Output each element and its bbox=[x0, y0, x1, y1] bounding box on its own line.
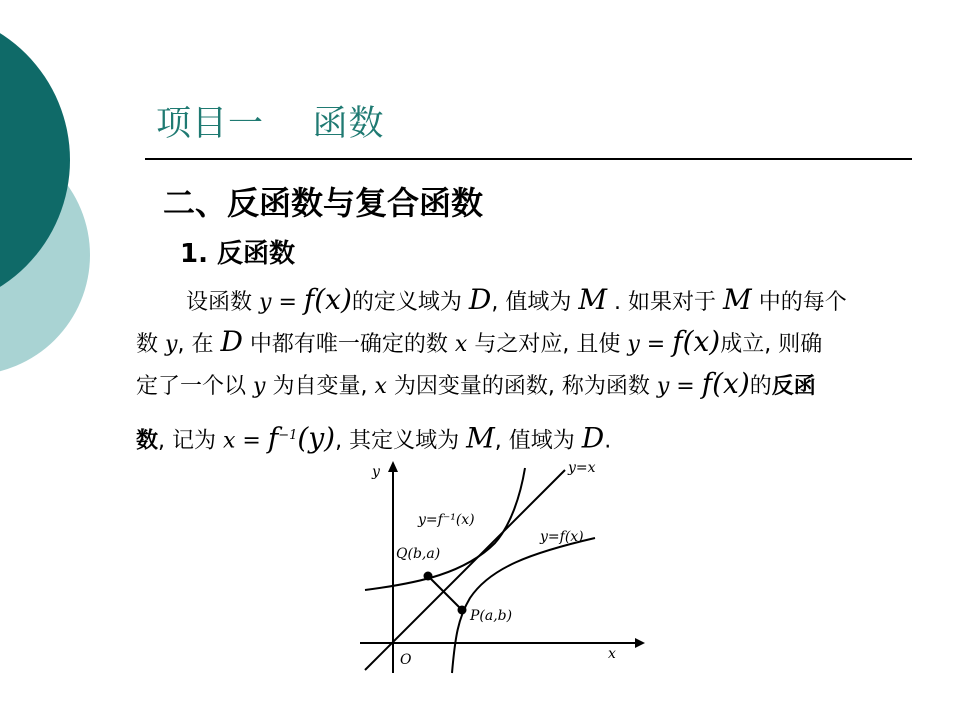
segment-PQ bbox=[428, 576, 462, 610]
label-y-equals-x: y=x bbox=[568, 460, 596, 476]
curve-inverse-function bbox=[365, 468, 525, 590]
label-point-P: P(a,b) bbox=[470, 608, 513, 624]
point-P bbox=[458, 606, 467, 615]
x-axis-arrow bbox=[635, 638, 645, 648]
origin-label: O bbox=[400, 652, 412, 668]
label-inverse-function: y=f⁻¹(x) bbox=[418, 512, 475, 528]
y-axis-arrow bbox=[388, 461, 398, 472]
page-title: 项目一 函数 bbox=[156, 104, 385, 144]
section-heading: 二、反函数与复合函数 bbox=[163, 184, 484, 222]
curve-function bbox=[452, 538, 595, 673]
y-axis-label: y bbox=[372, 464, 380, 480]
subsection-heading: 1. 反函数 bbox=[180, 239, 296, 269]
label-function: y=f(x) bbox=[540, 529, 584, 545]
title-divider bbox=[145, 158, 912, 160]
inverse-function-graph bbox=[350, 458, 650, 678]
x-axis-label: x bbox=[608, 646, 616, 662]
definition-line-4: 数, 记为 $x = f^{-1}(y)$, 其定义域为 M, 值域为 D. bbox=[136, 421, 612, 455]
point-Q bbox=[424, 572, 433, 581]
label-point-Q: Q(b,a) bbox=[396, 546, 441, 562]
line-y-equals-x bbox=[365, 470, 565, 670]
definition-line-2: 数 y, 在 D 中都有唯一确定的数 x 与之对应, 且使 y = f(x)成立, 则确 bbox=[136, 325, 823, 358]
decorative-circles bbox=[0, 0, 140, 719]
definition-line-3: 定了一个以 y 为自变量, x 为因变量的函数, 称为函数 y = f(x)的反函 bbox=[136, 367, 816, 400]
definition-line-1: 设函数 y = f(x)的定义域为 D, 值域为 M . 如果对于 M 中的每个 bbox=[186, 283, 847, 316]
